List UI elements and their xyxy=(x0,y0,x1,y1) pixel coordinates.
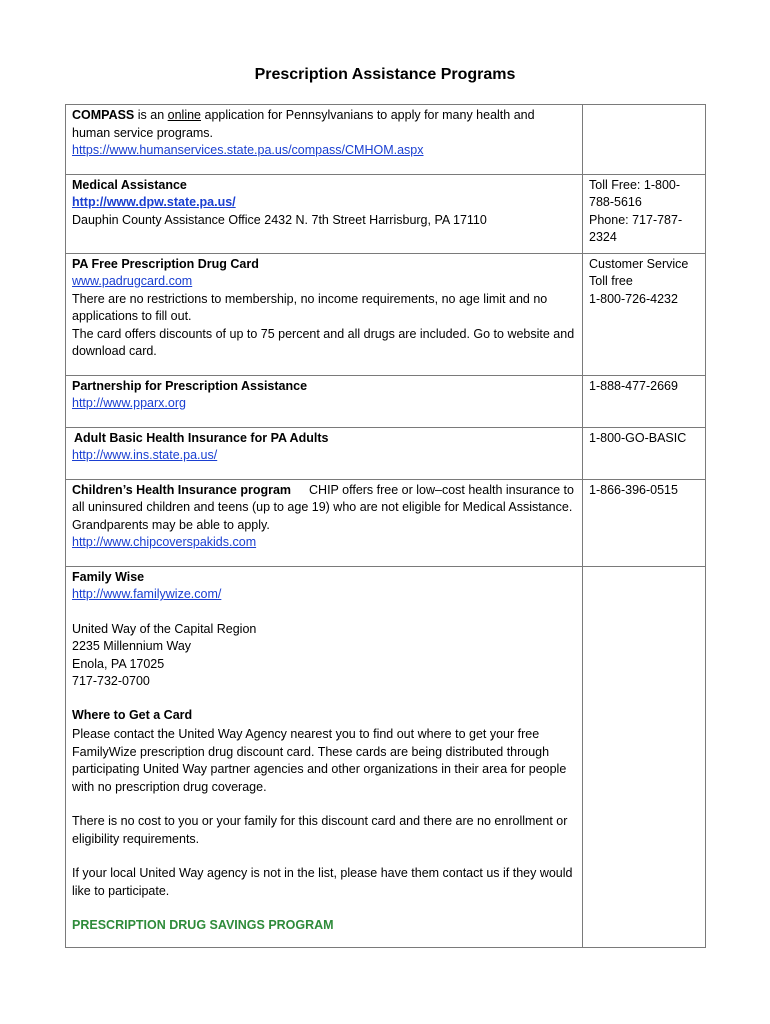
address-phone: 717-732-0700 xyxy=(72,674,150,688)
adult-basic-link[interactable]: http://www.ins.state.pa.us/ xyxy=(72,448,218,462)
table-row-adult-basic xyxy=(66,427,706,479)
contact-toll-free-label: Toll free xyxy=(589,274,633,288)
program-text: There are no restrictions to membership, no income requirements, no age limit and no applications to fill out. xyxy=(72,291,548,323)
medical-assistance-link[interactable]: http://www.dpw.state.pa.us/ xyxy=(72,195,236,209)
contact-customer-service: Customer Service xyxy=(589,256,689,271)
program-name: Adult Basic Health Insurance for PA Adults xyxy=(74,430,329,445)
address-line: Enola, PA 17025 xyxy=(72,656,165,671)
contact-cell xyxy=(583,479,706,566)
programs-table xyxy=(65,104,706,948)
program-name: Children’s Health Insurance program xyxy=(72,482,292,497)
contact-cell xyxy=(583,375,706,427)
program-name: Partnership for Prescription Assistance xyxy=(72,378,308,393)
program-text: Please contact the United Way Agency nearest you to find out where to get your free FamilyWize prescription drug discount card. These cards are being distributed through participating United Way partner agencies and other organizations in their area for people with no prescription drug coverage. xyxy=(72,727,567,794)
program-cell xyxy=(66,566,583,947)
program-cell xyxy=(66,253,583,375)
table-row-medical-assistance xyxy=(66,174,706,253)
page-title: Prescription Assistance Programs xyxy=(254,66,516,83)
program-text-underlined: online xyxy=(167,108,202,122)
program-cell xyxy=(66,105,583,175)
contact-cell xyxy=(583,253,706,375)
program-text: If your local United Way agency is not in the list, please have them contact us if they would like to participate. xyxy=(72,866,573,898)
program-text: There is no cost to you or your family for this discount card and there are no enrollment or eligibility requirements. xyxy=(72,814,568,846)
program-cell xyxy=(66,375,583,427)
program-name: Medical Assistance xyxy=(72,177,187,192)
address-line: 2235 Millennium Way xyxy=(72,639,192,653)
table-row-pa-drug-card xyxy=(66,253,706,375)
table-row-family-wise xyxy=(66,566,706,947)
familywize-link[interactable]: http://www.familywize.com/ xyxy=(72,587,222,601)
pparx-link[interactable]: http://www.pparx.org xyxy=(72,396,186,410)
contact-toll-free: Toll Free: 1-800-788-5616 xyxy=(589,177,681,209)
address-line: United Way of the Capital Region xyxy=(72,621,257,636)
program-text: application for Pennsylvanians to apply for many health and human service programs. xyxy=(72,108,535,140)
program-text: is an xyxy=(134,108,168,122)
contact-cell xyxy=(583,174,706,253)
contact-phone: 1-866-396-0515 xyxy=(589,482,678,497)
chip-link[interactable]: http://www.chipcoverspakids.com xyxy=(72,535,257,549)
program-name: Family Wise xyxy=(72,569,145,584)
padrugcard-link[interactable]: www.padrugcard.com xyxy=(72,274,193,288)
program-cell xyxy=(66,174,583,253)
program-text: CHIP offers free or low–cost health insurance to all uninsured children and teens (up to age 19) who are not eligible for Medical Assistance. Grandparents may be able to apply. xyxy=(72,482,574,532)
savings-program-label: PRESCRIPTION DRUG SAVINGS PROGRAM xyxy=(72,918,334,932)
program-name: PA Free Prescription Drug Card xyxy=(72,256,259,271)
program-cell xyxy=(66,479,583,566)
contact-phone: Phone: 717-787-2324 xyxy=(589,212,683,244)
contact-cell xyxy=(583,566,706,947)
contact-cell xyxy=(583,427,706,479)
contact-phone: 1-888-477-2669 xyxy=(589,378,678,393)
compass-link[interactable]: https://www.humanservices.state.pa.us/compass/CMHOM.aspx xyxy=(72,143,424,157)
contact-phone: 1-800-726-4232 xyxy=(589,291,678,306)
contact-phone: 1-800-GO-BASIC xyxy=(589,430,687,445)
table-row-chip xyxy=(66,479,706,566)
program-address: Dauphin County Assistance Office 2432 N. 7th Street Harrisburg, PA 17110 xyxy=(72,212,487,227)
table-row-pparx xyxy=(66,375,706,427)
program-text: The card offers discounts of up to 75 percent and all drugs are included. Go to website and download card. xyxy=(72,326,575,358)
contact-cell xyxy=(583,105,706,175)
table-row-compass xyxy=(66,105,706,175)
subheading: Where to Get a Card xyxy=(72,707,193,722)
program-name: COMPASS xyxy=(72,108,135,122)
program-cell xyxy=(66,427,583,479)
